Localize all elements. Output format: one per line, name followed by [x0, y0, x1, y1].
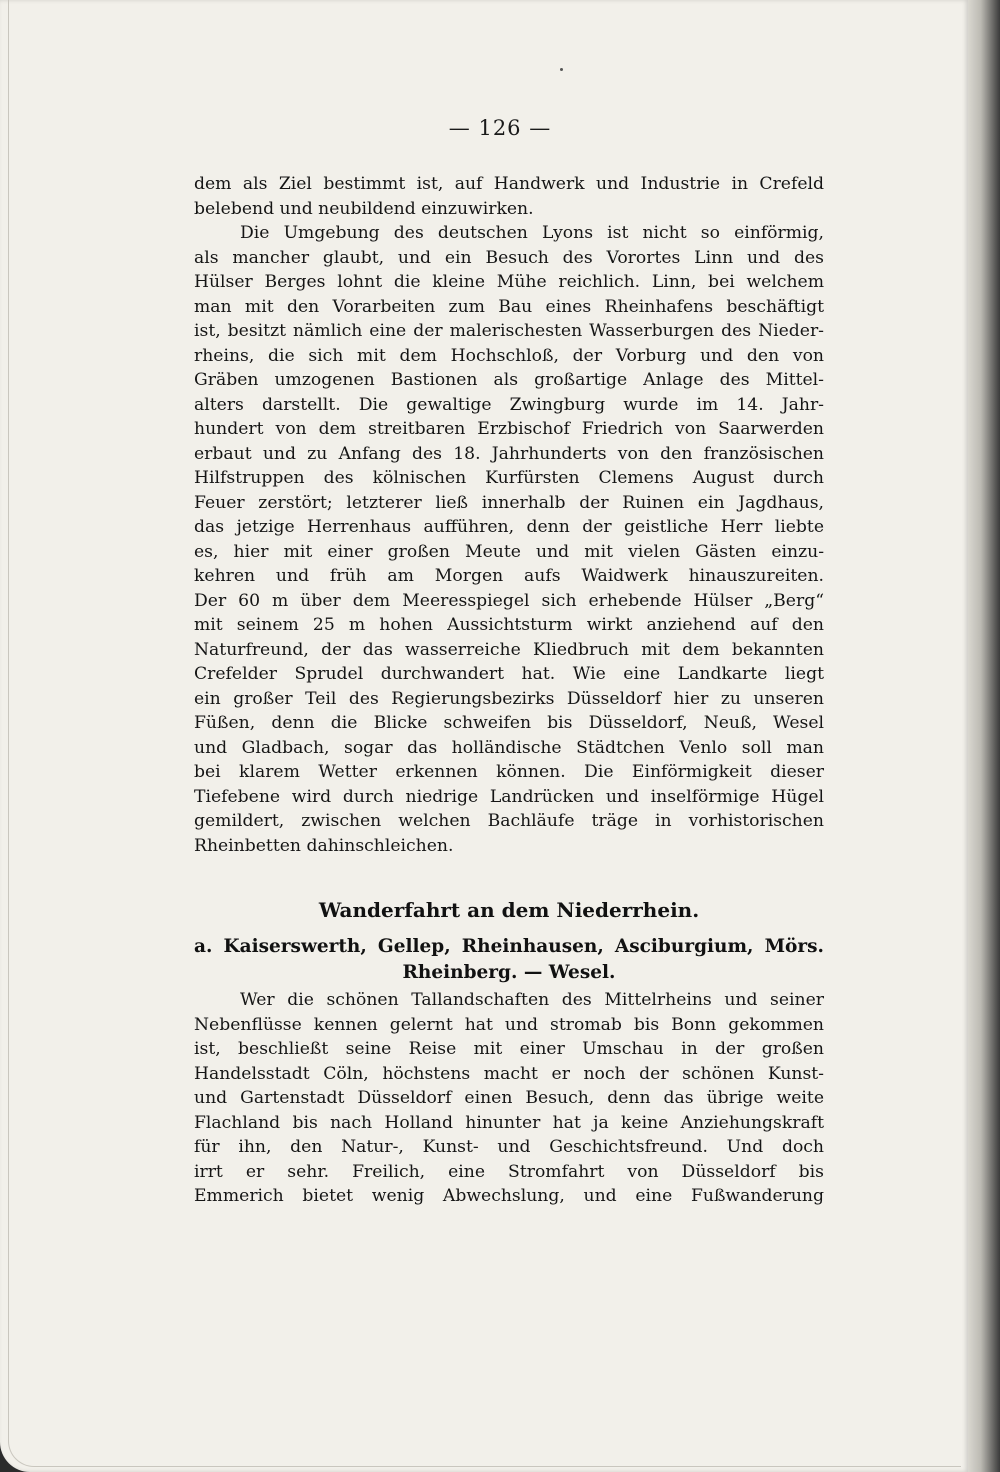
text-line: und Gladbach, sogar das holländische Städtchen Venlo soll man	[194, 737, 824, 758]
text-line: Handelsstadt Cöln, höchstens macht er noch der schönen Kunst-	[194, 1063, 824, 1084]
text-line: mit seinem 25 m hohen Aussichtsturm wirkt anziehend auf den	[194, 615, 824, 635]
text-line: das jetzige Herrenhaus aufführen, denn der geistliche Herr liebte	[194, 517, 824, 537]
text-line: rheins, die sich mit dem Hochschloß, der Vorburg und den von	[194, 345, 824, 366]
text-line: hundert von dem streitbaren Erzbischof Friedrich von Saarwerden	[194, 419, 824, 439]
page-number: — 126 —	[448, 116, 552, 140]
text-line: alters darstellt. Die gewaltige Zwingburg wurde im 14. Jahr-	[194, 394, 824, 415]
text-line: ist, besitzt nämlich eine der malerischesten Wasserburgen des Nieder-	[194, 321, 824, 341]
text-line: kehren und früh am Morgen aufs Waidwerk hinauszureiten.	[194, 566, 824, 586]
text-line: Tiefebene wird durch niedrige Landrücken und inselförmige Hügel	[194, 786, 824, 807]
text-line: Rheinbetten dahinschleichen.	[194, 835, 454, 856]
subheading-line: a. Kaiserswerth, Gellep, Rheinhausen, Asciburgium, Mörs.	[194, 936, 824, 957]
text-line: gemildert, zwischen welchen Bachläufe träge in vorhistorischen	[194, 811, 824, 831]
text-line: Die Umgebung des deutschen Lyons ist nicht so einförmig,	[240, 223, 824, 243]
text-line: für ihn, den Natur-, Kunst- und Geschichtsfreund. Und doch	[194, 1137, 824, 1157]
section-one-text	[194, 172, 824, 858]
text-line: bei klarem Wetter erkennen können. Die Einförmigkeit dieser	[194, 762, 824, 782]
text-line: Flachland bis nach Holland hinunter hat ja keine Anziehungskraft	[194, 1112, 824, 1133]
text-line: Emmerich bietet wenig Abwechslung, und eine Fußwanderung	[194, 1186, 824, 1206]
text-line: Feuer zerstört; letzterer ließ innerhalb der Ruinen ein Jagdhaus,	[194, 492, 824, 513]
paper-speck	[560, 68, 563, 71]
text-line: es, hier mit einer großen Meute und mit vielen Gästen einzu-	[194, 541, 824, 562]
text-line: belebend und neubildend einzuwirken.	[194, 198, 534, 219]
text-line: Naturfreund, der das wasserreiche Kliedbruch mit dem bekannten	[194, 639, 824, 660]
text-line: als mancher glaubt, und ein Besuch des Vorortes Linn und des	[194, 247, 824, 268]
text-line: Gräben umzogenen Bastionen als großartige Anlage des Mittel-	[194, 370, 824, 390]
text-line: Hilfstruppen des kölnischen Kurfürsten Clemens August durch	[194, 468, 824, 488]
chapter-heading: Wanderfahrt an dem Niederrhein.	[318, 898, 700, 922]
text-line: erbaut und zu Anfang des 18. Jahrhunderts von den französischen	[194, 443, 824, 464]
text-line: man mit den Vorarbeiten zum Bau eines Rheinhafens beschäftigt	[194, 296, 824, 317]
text-line: Füßen, denn die Blicke schweifen bis Düsseldorf, Neuß, Wesel	[194, 713, 824, 733]
text-line: und Gartenstadt Düsseldorf einen Besuch, denn das übrige weite	[194, 1088, 824, 1108]
subheading	[194, 934, 824, 986]
subheading-line: Rheinberg. — Wesel.	[402, 962, 616, 983]
text-line: Crefelder Sprudel durchwandert hat. Wie eine Landkarte liegt	[194, 664, 824, 684]
text-line: Nebenflüsse kennen gelernt hat und stromab bis Bonn gekommen	[194, 1014, 824, 1035]
text-line: ein großer Teil des Regierungsbezirks Düsseldorf hier zu unseren	[194, 688, 824, 709]
section-two-text	[194, 988, 824, 1209]
text-line: Hülser Berges lohnt die kleine Mühe reichlich. Linn, bei welchem	[194, 272, 824, 292]
text-line: dem als Ziel bestimmt ist, auf Handwerk und Industrie in Crefeld	[194, 174, 824, 194]
text-line: irrt er sehr. Freilich, eine Stromfahrt von Düsseldorf bis	[194, 1161, 824, 1182]
text-line: Der 60 m über dem Meeresspiegel sich erhebende Hülser „Berg“	[194, 590, 824, 611]
text-line: ist, beschließt seine Reise mit einer Umschau in der großen	[194, 1039, 824, 1059]
page-edge-shadow	[968, 0, 1000, 1472]
text-line: Wer die schönen Tallandschaften des Mittelrheins und seiner	[240, 990, 824, 1010]
